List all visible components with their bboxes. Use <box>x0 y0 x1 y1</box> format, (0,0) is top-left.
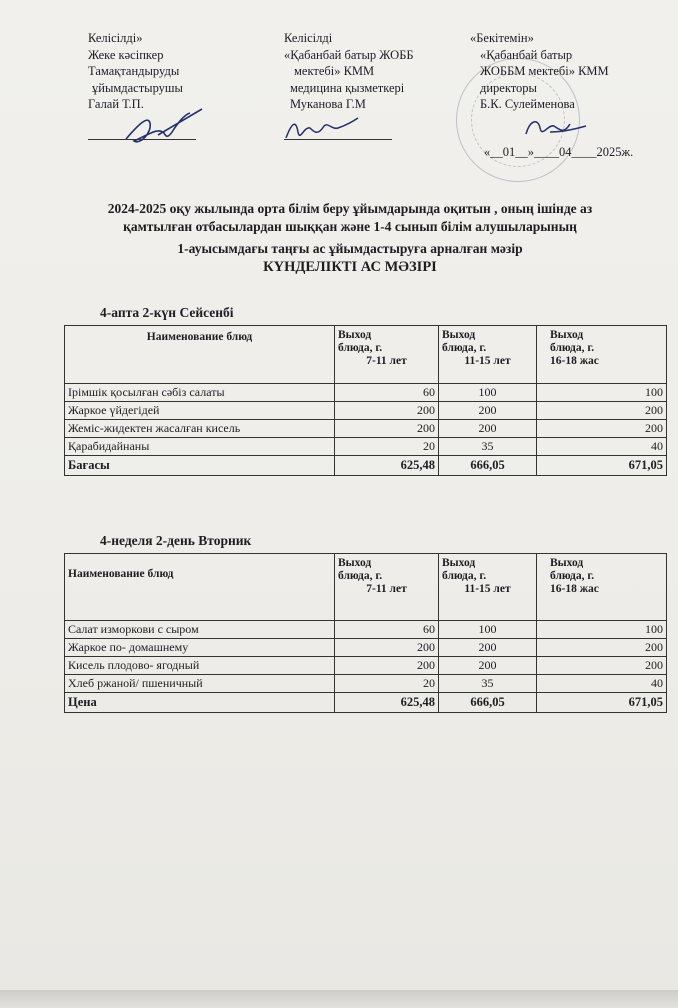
header-portion-16-18 <box>537 326 667 384</box>
portion-value: 100 <box>439 621 537 639</box>
approval-line: Тамақтандыруды <box>88 64 180 79</box>
header-text: 7-11 лет <box>366 355 407 367</box>
table-row <box>65 420 667 438</box>
approval-line: Келісілді» <box>88 31 143 45</box>
portion-value: 100 <box>537 384 667 402</box>
portion-value: 60 <box>335 384 439 402</box>
approval-line: директоры <box>480 80 537 95</box>
portion-value: 200 <box>335 420 439 438</box>
total-value: 671,05 <box>537 693 667 713</box>
approval-line: ЖОББМ мектебі» КММ <box>480 64 609 79</box>
menu-table-kz <box>64 325 667 476</box>
portion-value: 40 <box>537 438 667 456</box>
day-label-ru: 4-неделя 2-день Вторник <box>100 533 252 548</box>
header-dish-name: Наименование блюд <box>65 326 335 384</box>
portion-value: 200 <box>537 402 667 420</box>
header-text: блюда, г. <box>442 570 487 582</box>
portion-value: 20 <box>335 438 439 456</box>
portion-value: 200 <box>439 639 537 657</box>
portion-value: 40 <box>537 675 667 693</box>
header-portion-11-15 <box>439 326 537 384</box>
header-text: Выход <box>550 557 584 569</box>
portion-value: 200 <box>335 639 439 657</box>
signature-director <box>520 112 590 146</box>
portion-value: 100 <box>439 384 537 402</box>
approval-block-medic <box>284 30 414 113</box>
portion-value: 35 <box>439 438 537 456</box>
portion-value: 200 <box>335 657 439 675</box>
table-row <box>65 675 667 693</box>
total-value: 625,48 <box>335 693 439 713</box>
menu-table-ru <box>64 553 667 713</box>
approval-line: Галай Т.П. <box>88 97 144 112</box>
header-text: 11-15 лет <box>464 355 511 367</box>
portion-value: 200 <box>439 402 537 420</box>
header-dish-name: Наименование блюд <box>65 554 335 621</box>
total-value: 671,05 <box>537 456 667 476</box>
header-portion-7-11 <box>335 554 439 621</box>
portion-value: 200 <box>439 657 537 675</box>
table-total-row <box>65 456 667 476</box>
portion-value: 100 <box>537 621 667 639</box>
portion-value: 200 <box>439 420 537 438</box>
header-text: 16-18 жас <box>550 355 599 367</box>
dish-name: Қарабидайнаны <box>65 438 335 456</box>
table-row <box>65 384 667 402</box>
header-text: блюда, г. <box>338 570 383 582</box>
header-text: Выход <box>338 557 372 569</box>
table-header-row <box>65 554 667 621</box>
approval-line: медицина қызметкері <box>290 80 405 95</box>
approval-date: «__01__»____04____2025ж. <box>484 145 634 159</box>
approval-block-director <box>470 30 609 113</box>
approval-line: Жеке кәсіпкер <box>88 47 164 62</box>
signature-caterer <box>118 105 208 155</box>
approval-line: «Қабанбай батыр ЖОББ <box>284 47 414 62</box>
day-label-kz: 4-апта 2-күн Сейсенбі <box>100 305 234 320</box>
dish-name: Ірімшік қосылған сәбіз салаты <box>65 384 335 402</box>
approval-line: «Қабанбай батыр <box>480 47 573 62</box>
header-portion-16-18 <box>537 554 667 621</box>
table-row <box>65 639 667 657</box>
table-row <box>65 402 667 420</box>
header-text: Выход <box>442 329 476 341</box>
table-header-row <box>65 326 667 384</box>
dish-name: Кисель плодово- ягодный <box>65 657 335 675</box>
dish-name: Жаркое үйдегідей <box>65 402 335 420</box>
dish-name: Жаркое по- домашнему <box>65 639 335 657</box>
total-value: 625,48 <box>335 456 439 476</box>
header-text: 11-15 лет <box>464 583 511 595</box>
portion-value: 60 <box>335 621 439 639</box>
table-row <box>65 621 667 639</box>
dish-name: Хлеб ржаной/ пшеничный <box>65 675 335 693</box>
approval-line: Муканова Г.М <box>290 97 366 112</box>
approval-line: Келісілді <box>284 31 333 45</box>
portion-value: 35 <box>439 675 537 693</box>
portion-value: 200 <box>537 657 667 675</box>
menu-heading-line: қамтылған отбасылардан шыққан және 1-4 сынып білім алушыларының <box>123 219 577 234</box>
header-text: Выход <box>442 557 476 569</box>
header-portion-7-11 <box>335 326 439 384</box>
table-row <box>65 657 667 675</box>
header-text: блюда, г. <box>550 570 595 582</box>
total-value: 666,05 <box>439 456 537 476</box>
menu-heading-line: 1-ауысымдағы таңғы ас ұйымдастыруға арналған мәзір <box>177 241 523 256</box>
header-text: блюда, г. <box>550 342 595 354</box>
header-text: 7-11 лет <box>366 583 407 595</box>
portion-value: 200 <box>335 402 439 420</box>
portion-value: 20 <box>335 675 439 693</box>
portion-value: 200 <box>537 420 667 438</box>
total-label: Бағасы <box>65 456 335 476</box>
portion-value: 200 <box>537 639 667 657</box>
approval-block-caterer <box>88 30 183 113</box>
signature-medic <box>282 112 362 148</box>
approval-line: Б.К. Сулейменова <box>480 97 575 112</box>
total-value: 666,05 <box>439 693 537 713</box>
header-text: Выход <box>550 329 584 341</box>
approval-line: мектебі» КММ <box>294 64 375 79</box>
header-text: Выход <box>338 329 372 341</box>
dish-name: Жеміс-жидектен жасалған кисель <box>65 420 335 438</box>
total-label: Цена <box>65 693 335 713</box>
approval-line: «Бекітемін» <box>470 31 534 45</box>
page-bottom-edge <box>0 990 678 1008</box>
header-text: блюда, г. <box>338 342 383 354</box>
header-portion-11-15 <box>439 554 537 621</box>
menu-title: КҮНДЕЛІКТІ АС МӘЗІРІ <box>263 259 437 275</box>
header-text: 16-18 жас <box>550 583 599 595</box>
table-row <box>65 438 667 456</box>
menu-heading-line: 2024-2025 оқу жылында орта білім беру ұйымдарында оқитын , оның ішінде аз <box>107 201 593 216</box>
dish-name: Салат изморкови с сыром <box>65 621 335 639</box>
approval-line: ұйымдастырушы <box>92 80 183 95</box>
header-text: блюда, г. <box>442 342 487 354</box>
table-total-row <box>65 693 667 713</box>
